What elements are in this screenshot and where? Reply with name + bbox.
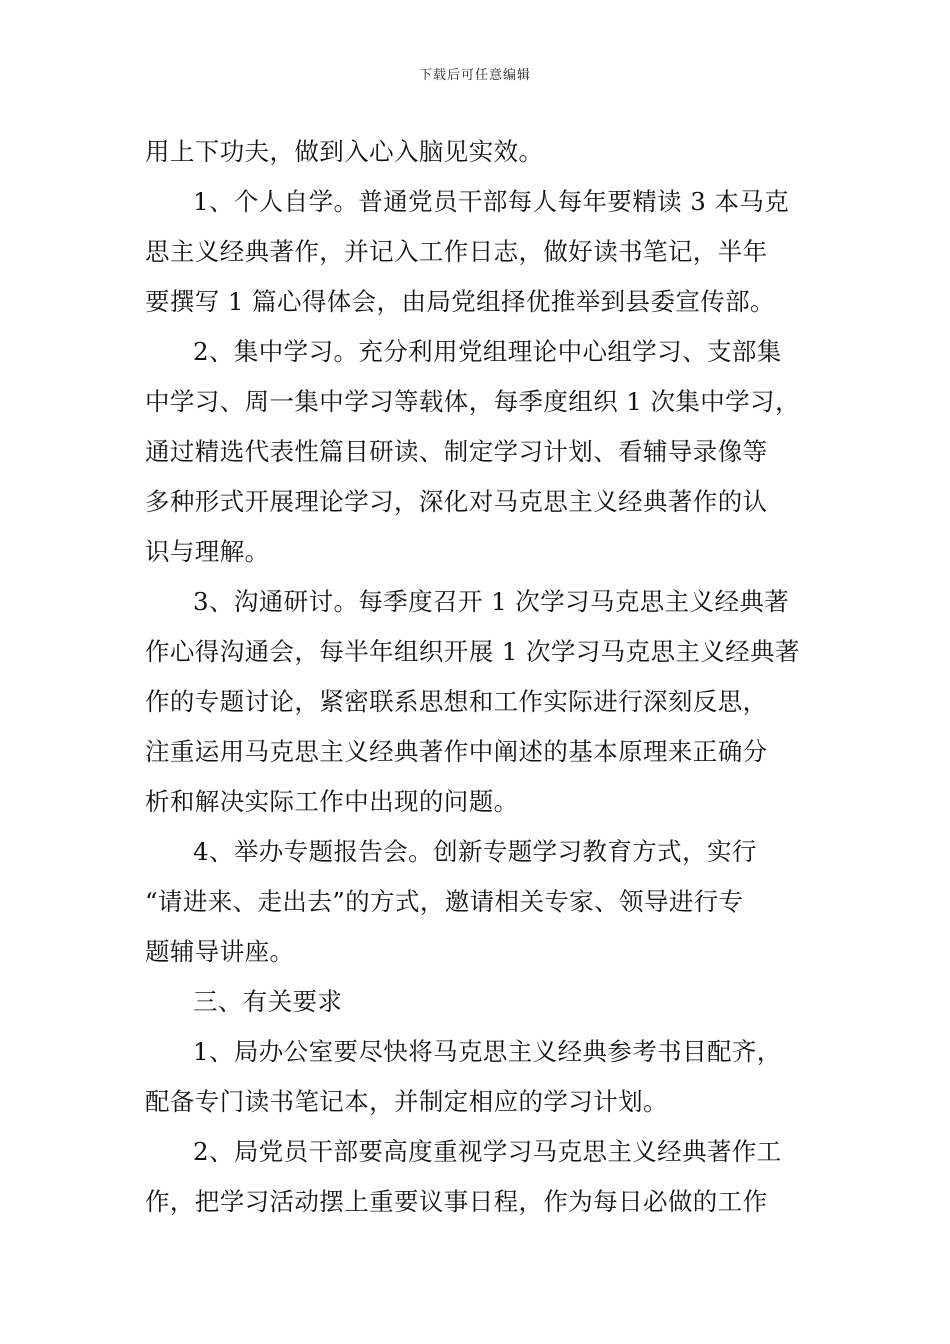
text-line: 识与理解。 [145,537,270,566]
text-line: 题辅导讲座。 [145,937,295,966]
text-line: 2、集中学习。充分利用党组理论中心组学习、支部集 [193,337,782,366]
text-line: 4、举办专题报告会。创新专题学习教育方式，实行 [193,837,757,866]
text-line: 三、有关要求 [193,987,343,1016]
text-line: 1、个人自学。普通党员干部每人每年要精读 3 本马克 [193,187,790,216]
text-line: 1、局办公室要尽快将马克思主义经典参考书目配齐， [193,1037,782,1066]
page-header: 下载后可任意编辑 [418,68,531,83]
text-line: 作的专题讨论，紧密联系思想和工作实际进行深刻反思， [145,687,768,716]
text-line: 作，把学习活动摆上重要议事日程，作为每日必做的工作 [145,1187,768,1216]
text-line: 2、局党员干部要高度重视学习马克思主义经典著作工 [193,1137,782,1166]
text-line: 思主义经典著作，并记入工作日志，做好读书笔记，半年 [145,237,768,266]
text-line: 析和解决实际工作中出现的问题。 [145,787,519,816]
text-line: 3、沟通研讨。每季度召开 1 次学习马克思主义经典著 [193,587,790,616]
text-line: 用上下功夫，做到入心入脑见实效。 [145,137,544,166]
text-line: 要撰写 1 篇心得体会，由局党组择优推举到县委宣传部。 [145,287,775,316]
text-line: 中学习、周一集中学习等载体，每季度组织 1 次集中学习， [145,387,800,416]
document-body [145,127,810,1227]
text-line: 作心得沟通会，每半年组织开展 1 次学习马克思主义经典著 [145,637,800,666]
text-line: 通过精选代表性篇目研读、制定学习计划、看辅导录像等 [145,437,768,466]
text-line: 注重运用马克思主义经典著作中阐述的基本原理来正确分 [145,737,768,766]
text-line: 配备专门读书笔记本，并制定相应的学习计划。 [145,1087,668,1116]
text-line: “请进来、走出去”的方式，邀请相关专家、领导进行专 [145,887,744,916]
text-line: 多种形式开展理论学习，深化对马克思主义经典著作的认 [145,487,768,516]
